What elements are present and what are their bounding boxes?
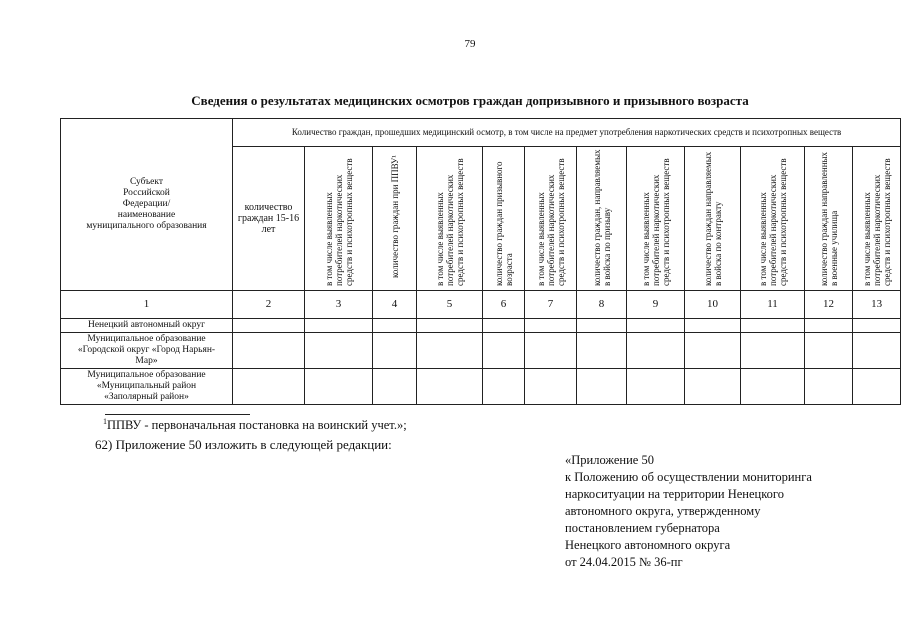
column-number: 2 bbox=[233, 291, 305, 319]
annex-block bbox=[565, 452, 812, 571]
table-cell bbox=[417, 319, 483, 333]
table-cell bbox=[577, 319, 627, 333]
row-label-line: Ненецкий автономный округ bbox=[87, 320, 206, 330]
column-number: 12 bbox=[805, 291, 853, 319]
table-cell bbox=[577, 369, 627, 405]
subject-header-line: муниципального образования bbox=[86, 221, 207, 231]
column-header: в том числе выявленных потребителей наркотических средств и психотропных веществ bbox=[525, 147, 577, 291]
column-number: 7 bbox=[525, 291, 577, 319]
table-cell bbox=[483, 369, 525, 405]
table-cell bbox=[853, 319, 901, 333]
row-label-line: «Городской округ «Город Нарьян- bbox=[77, 345, 216, 355]
table-cell bbox=[373, 319, 417, 333]
footnote-marker: 1 bbox=[103, 417, 107, 426]
row-label bbox=[61, 319, 233, 333]
footnote bbox=[103, 417, 407, 433]
column-header: в том числе выявленных потребителей наркотических средств и психотропных веществ bbox=[627, 147, 685, 291]
subject-header-line: Субъект bbox=[129, 177, 164, 187]
column-header: количество граждан направленных в военные училища bbox=[805, 147, 853, 291]
table-cell bbox=[525, 333, 577, 369]
results-table bbox=[60, 118, 901, 405]
table-cell bbox=[233, 333, 305, 369]
table-cell bbox=[741, 319, 805, 333]
table-cell bbox=[483, 319, 525, 333]
amendment-text: 62) Приложение 50 изложить в следующей редакции: bbox=[95, 437, 392, 452]
column-number: 5 bbox=[417, 291, 483, 319]
annex-line: от 24.04.2015 № 36-пг bbox=[565, 555, 683, 569]
row-label-line: Муниципальное образование bbox=[87, 334, 206, 344]
annex-line: «Приложение 50 bbox=[565, 453, 654, 467]
table-cell bbox=[805, 333, 853, 369]
table-cell bbox=[417, 333, 483, 369]
footnote-separator bbox=[105, 414, 250, 415]
table-cell bbox=[233, 319, 305, 333]
footnote-text: ППВУ - первоначальная постановка на воинский учет.»; bbox=[107, 418, 407, 433]
column-number: 6 bbox=[483, 291, 525, 319]
table-cell bbox=[685, 369, 741, 405]
annex-line: наркоситуации на территории Ненецкого bbox=[565, 487, 784, 501]
group-header: Количество граждан, прошедших медицинский осмотр, в том числе на предмет употребления наркотических средств и психотропных веществ bbox=[233, 119, 901, 147]
column-number: 4 bbox=[373, 291, 417, 319]
column-header: количество граждан при ППВУ¹ bbox=[373, 147, 417, 291]
row-label-line: Муниципальное образование bbox=[87, 370, 206, 380]
table-cell bbox=[805, 369, 853, 405]
table-cell bbox=[373, 333, 417, 369]
page-number: 79 bbox=[464, 38, 476, 50]
table-cell bbox=[305, 369, 373, 405]
column-number: 8 bbox=[577, 291, 627, 319]
column-header: количество граждан направляемых в войска по контракту bbox=[685, 147, 741, 291]
table-cell bbox=[741, 369, 805, 405]
table-cell bbox=[577, 333, 627, 369]
table-cell bbox=[627, 333, 685, 369]
column-header: количество граждан 15-16 лет bbox=[233, 147, 305, 291]
column-number: 1 bbox=[61, 291, 233, 319]
table-cell bbox=[525, 319, 577, 333]
row-label-line: «Заполярный район» bbox=[104, 392, 189, 402]
table-cell bbox=[685, 319, 741, 333]
table-cell bbox=[305, 333, 373, 369]
table-cell bbox=[627, 319, 685, 333]
annex-line: к Положению об осуществлении мониторинга bbox=[565, 470, 812, 484]
table-cell bbox=[853, 333, 901, 369]
subject-header-line: наименование bbox=[117, 210, 176, 220]
column-header: в том числе выявленных потребителей наркотических средств и психотропных веществ bbox=[853, 147, 901, 291]
table-cell bbox=[805, 319, 853, 333]
column-number: 9 bbox=[627, 291, 685, 319]
table-cell bbox=[627, 369, 685, 405]
column-number: 13 bbox=[853, 291, 901, 319]
table-cell bbox=[685, 333, 741, 369]
table-cell bbox=[373, 369, 417, 405]
annex-line: автономного округа, утвержденному bbox=[565, 504, 761, 518]
table-cell bbox=[417, 369, 483, 405]
table-cell bbox=[525, 369, 577, 405]
row-label-line: Мар» bbox=[135, 356, 158, 366]
annex-line: постановлением губернатора bbox=[565, 521, 720, 535]
subject-header-line: Федерации/ bbox=[122, 199, 171, 209]
column-header: количество граждан, направляемых в войска по призыву bbox=[577, 147, 627, 291]
column-header: в том числе выявленных потребителей наркотических средств и психотропных веществ bbox=[305, 147, 373, 291]
row-label bbox=[61, 369, 233, 405]
table-cell bbox=[741, 333, 805, 369]
table-cell bbox=[483, 333, 525, 369]
column-number: 11 bbox=[741, 291, 805, 319]
annex-line: Ненецкого автономного округа bbox=[565, 538, 731, 552]
column-header: в том числе выявленных потребителей наркотических средств и психотропных веществ bbox=[417, 147, 483, 291]
row-label-line: «Муниципальный район bbox=[96, 381, 197, 391]
table-cell bbox=[233, 369, 305, 405]
column-number: 3 bbox=[305, 291, 373, 319]
subject-header-line: Российской bbox=[123, 188, 170, 198]
table-cell bbox=[305, 319, 373, 333]
column-header: количество граждан призывного возраста bbox=[483, 147, 525, 291]
column-number: 10 bbox=[685, 291, 741, 319]
document-title: Сведения о результатах медицинских осмотров граждан допризывного и призывного возраста bbox=[191, 93, 749, 108]
column-header: в том числе выявленных потребителей наркотических средств и психотропных веществ bbox=[741, 147, 805, 291]
subject-header bbox=[61, 119, 233, 291]
row-label bbox=[61, 333, 233, 369]
table-cell bbox=[853, 369, 901, 405]
